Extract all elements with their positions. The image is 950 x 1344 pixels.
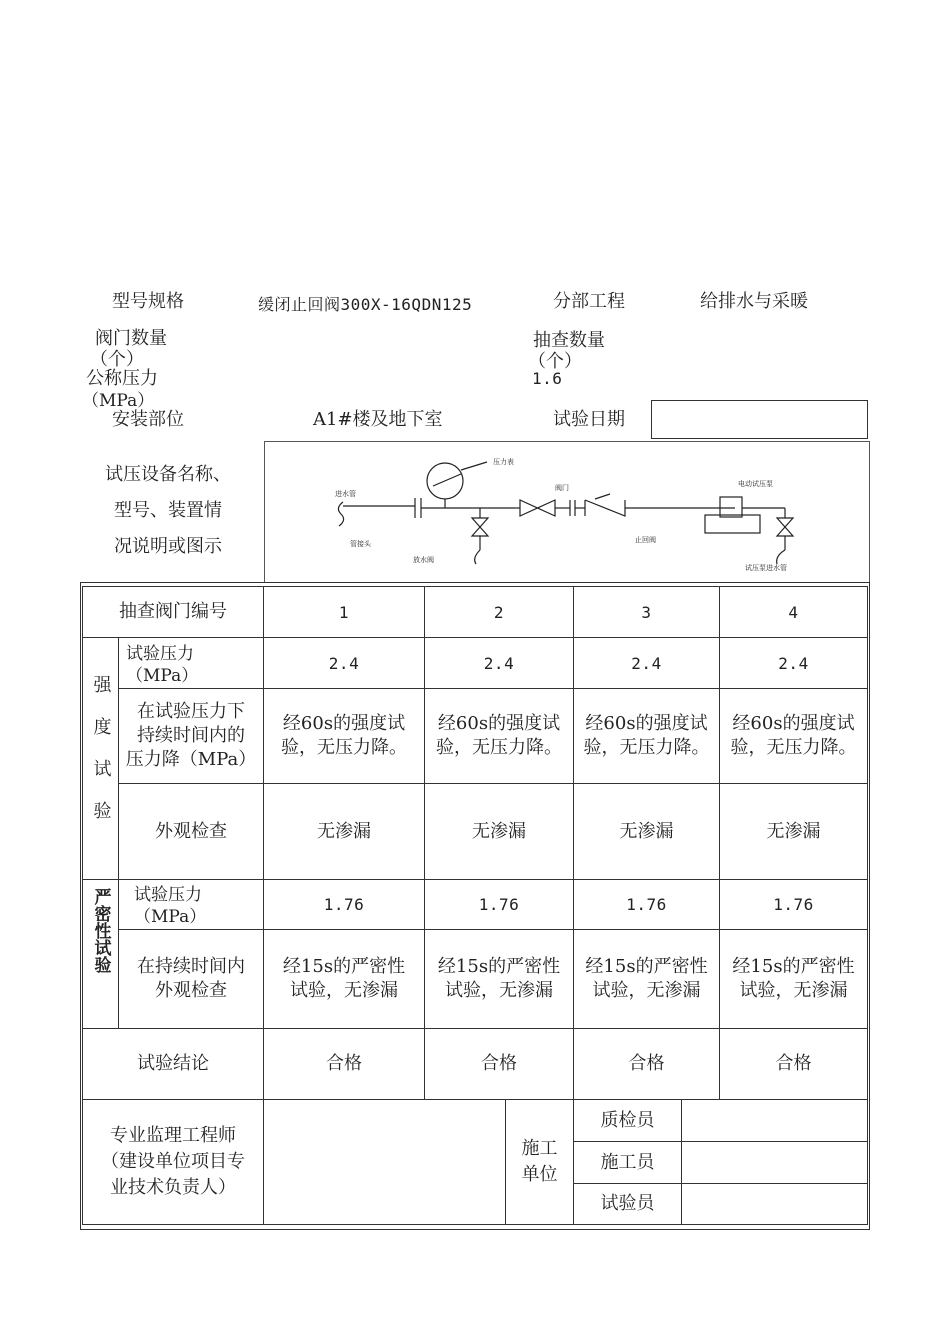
qc-label: 质检员 [600, 1109, 655, 1131]
valve-no-1: 1 [338, 602, 350, 622]
test-date-field[interactable] [651, 400, 868, 439]
conclusion-2: 合格 [481, 1053, 517, 1074]
tight-pressure-2: 1.76 [478, 895, 520, 914]
pressure-drop-label: 在试验压力下 持续时间内的 压力降（MPa） [125, 701, 257, 770]
equipment-label-line3: 况说明或图示 [114, 536, 222, 557]
tester-label: 试验员 [600, 1193, 655, 1214]
appearance-1: 无渗漏 [317, 820, 371, 842]
tight-check-3: 经15s的严密性 试验，无渗漏 [585, 956, 708, 1001]
tight-check-label: 在持续时间内 外观检查 [137, 956, 245, 1001]
valve-count-unit: （个） [90, 349, 144, 370]
conclusion-1: 合格 [326, 1053, 362, 1074]
tight-pressure-1: 1.76 [323, 895, 365, 914]
division-value: 给排水与采暖 [700, 291, 808, 312]
strength-pressure-label: 试验压力 （MPa） [126, 644, 199, 686]
pressure-drop-2: 经60s的强度试 验，无压力降。 [436, 713, 562, 758]
qc-signature-field[interactable] [682, 1100, 867, 1141]
model-value: 缓闭止回阀300X-16QDN125 [258, 295, 473, 314]
equipment-label-line2: 型号、装置情 [114, 500, 222, 521]
supervisor-signature-field[interactable] [264, 1100, 505, 1224]
nominal-pressure-unit: （MPa） [82, 391, 155, 411]
pressure-drop-1: 经60s的强度试 验，无压力降。 [281, 713, 407, 758]
appearance-2: 无渗漏 [472, 820, 526, 842]
strength-pressure-3: 2.4 [631, 653, 662, 673]
strength-pressure-4: 2.4 [778, 653, 809, 673]
appearance-4: 无渗漏 [766, 820, 821, 842]
tight-pressure-label: 试验压力 （MPa） [134, 885, 207, 927]
test-date-label: 试验日期 [553, 409, 625, 430]
tightness-test-group: 严密性试验 [90, 888, 111, 973]
sample-count-label: 抽查数量 [533, 330, 605, 351]
label-joint: 管接头 [350, 540, 371, 548]
pressure-drop-3: 经60s的强度试 验，无压力降。 [583, 713, 710, 758]
label-supply-pipe: 进水管 [335, 490, 356, 498]
label-pump: 电动试压泵 [738, 480, 773, 488]
contractor-label: 施工 单位 [521, 1138, 558, 1185]
appearance-label: 外观检查 [155, 820, 227, 842]
tight-check-4: 经15s的严密性 试验，无渗漏 [732, 956, 855, 1001]
valve-no-4: 4 [788, 602, 799, 622]
sample-count-unit: （个） [528, 351, 582, 372]
builder-signature-field[interactable] [682, 1142, 867, 1183]
strength-pressure-1: 2.4 [328, 653, 360, 673]
label-check-valve: 止回阀 [635, 536, 656, 544]
gate-valve-shape [520, 500, 555, 516]
label-drain-valve: 放水阀 [413, 556, 434, 564]
valve-no-3: 3 [641, 602, 652, 622]
conclusion-label: 试验结论 [137, 1053, 209, 1074]
label-pump-inlet: 试压泵进水管 [745, 564, 787, 572]
conclusion-3: 合格 [628, 1053, 665, 1074]
builder-label: 施工员 [600, 1151, 655, 1173]
label-valve: 阀门 [555, 484, 569, 492]
supervisor-label: 专业监理工程师 （建设单位项目专 业技术负责人） [101, 1125, 245, 1198]
location-label: 安装部位 [112, 409, 184, 430]
tight-check-1: 经15s的严密性 试验，无渗漏 [282, 956, 406, 1001]
valve-no-label: 抽查阀门编号 [119, 601, 227, 622]
nominal-pressure-value: 1.6 [532, 369, 563, 388]
nominal-pressure-label: 公称压力 [86, 368, 158, 389]
conclusion-4: 合格 [775, 1053, 812, 1074]
division-label: 分部工程 [553, 291, 625, 312]
tester-signature-field[interactable] [682, 1184, 867, 1224]
valve-no-2: 2 [493, 602, 505, 622]
equipment-label-line1: 试压设备名称、 [105, 464, 231, 485]
tight-pressure-4: 1.76 [773, 895, 814, 914]
strength-test-group: 强度试验 [90, 674, 112, 843]
pressure-test-diagram [265, 442, 869, 582]
equipment-diagram [264, 441, 870, 582]
strength-pressure-2: 2.4 [483, 653, 515, 673]
pump-shape [720, 497, 742, 517]
tight-check-2: 经15s的严密性 试验，无渗漏 [437, 956, 561, 1001]
tight-pressure-3: 1.76 [626, 895, 667, 914]
pressure-drop-4: 经60s的强度试 验，无压力降。 [730, 713, 857, 758]
appearance-3: 无渗漏 [619, 820, 674, 842]
location-value: A1#楼及地下室 [313, 409, 443, 430]
supply-pipe-shape [338, 502, 343, 526]
valve-count-label: 阀门数量 [95, 328, 167, 349]
model-label: 型号规格 [112, 291, 184, 312]
label-pressure-gauge: 压力表 [493, 458, 514, 466]
